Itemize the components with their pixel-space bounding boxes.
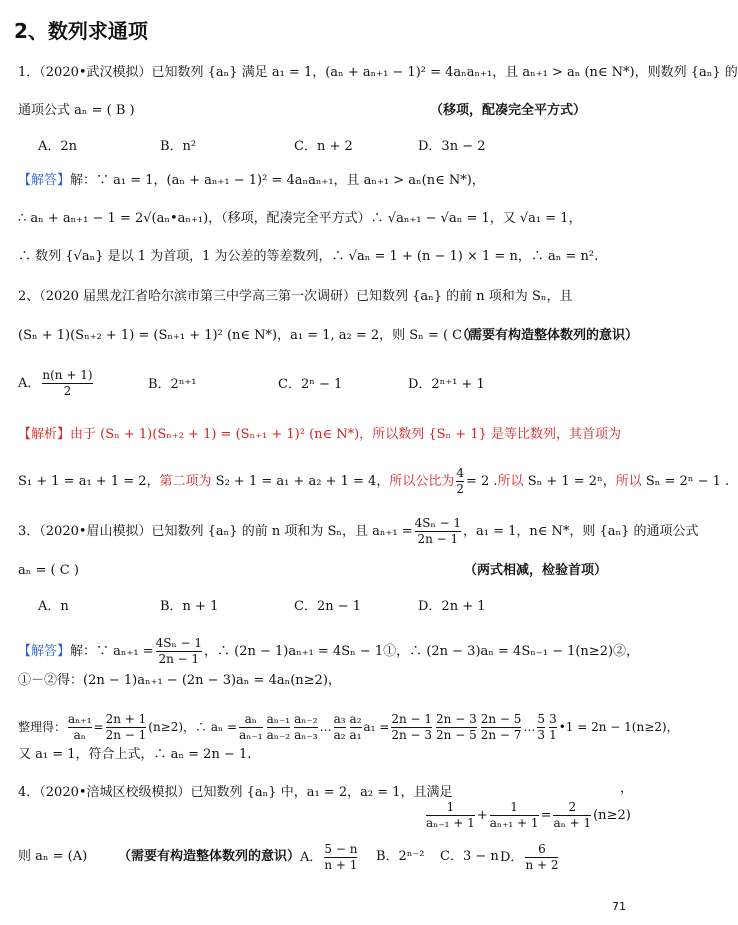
q4-eq-f2-den: aₙ₊₁ + 1 bbox=[489, 816, 539, 830]
q4-stem-comma: ， bbox=[620, 781, 634, 796]
q1-option-a: A．2n bbox=[38, 139, 78, 154]
q1-solution-line2: ∴ aₙ + aₙ₊₁ − 1 = 2√(aₙ•aₙ₊₁)，（移项，配凑完全平方式）∴ √aₙ₊₁ − √aₙ = 1，又 √a₁ = 1， bbox=[18, 211, 582, 226]
q3-sol3-r3 bbox=[294, 712, 318, 743]
q1-stem-line2: 通项公式 aₙ = ( B ) bbox=[18, 103, 135, 118]
q2-sol-ratio-num: 4 bbox=[456, 466, 464, 480]
q3-sol3-p3-den: 2n − 7 bbox=[480, 728, 522, 742]
q3-solution-line4: 又 a₁ = 1，符合上式，∴ aₙ = 2n − 1. bbox=[18, 747, 252, 762]
q4-eq-f3 bbox=[553, 800, 591, 831]
q3-sol3-p5 bbox=[549, 712, 557, 743]
section-heading: 2、数列求通项 bbox=[14, 19, 148, 43]
q3-sol3-tail: •1 = 2n − 1(n≥2)， bbox=[558, 720, 679, 734]
q2-option-a bbox=[18, 368, 95, 399]
q4-eq-f1-num: 1 bbox=[446, 800, 455, 814]
q1-stem-line1: 1．（2020•武汉模拟）已知数列 {aₙ} 满足 a₁ = 1，(aₙ + aₙ₊₁ − 1)² = 4aₙaₙ₊₁，且 aₙ₊₁ > aₙ (n∈ N*)，则数列 {aₙ} 的 bbox=[18, 65, 738, 80]
q3-solution-line3 bbox=[18, 712, 679, 743]
q2-solution-tag: 【解析】 bbox=[18, 427, 71, 442]
q2-sol-so2: 所以 bbox=[615, 474, 642, 489]
q3-sol3-r5-den: a₁ bbox=[349, 728, 362, 742]
q3-stem-a: 3．（2020•眉山模拟）已知数列 {aₙ} 的前 n 项和为 Sₙ，且 aₙ₊₁ = bbox=[18, 524, 413, 539]
q4-option-d-fraction bbox=[525, 842, 558, 873]
q3-sol3-p5-den: 1 bbox=[549, 728, 557, 742]
q4-stem-a: 4．（2020•涪城区校级模拟）已知数列 {aₙ} 中，a₁ = 2，a₂ = 1，且满足 bbox=[18, 785, 453, 800]
q3-sol3-f2-num: 2n + 1 bbox=[105, 712, 147, 726]
q3-sol3-p4 bbox=[537, 712, 545, 743]
q1-option-b: B．n² bbox=[160, 139, 197, 154]
q4-option-d-den: n + 2 bbox=[525, 858, 559, 872]
q2-option-a-fraction bbox=[42, 368, 92, 399]
q4-eq-f1-den: aₙ₋₁ + 1 bbox=[426, 816, 475, 830]
q4-stem-equation bbox=[424, 800, 631, 831]
q4-option-c: C．3 − n bbox=[440, 849, 499, 864]
q2-solution-text1: 由于 (Sₙ + 1)(Sₙ₊₂ + 1) = (Sₙ₊₁ + 1)² (n∈ N*)，所以数列 {Sₙ + 1} 是等比数列，其首项为 bbox=[70, 427, 622, 442]
q3-solution-tag: 【解答】 bbox=[18, 644, 71, 659]
q2-sol-ratio-label: 所以公比为 bbox=[389, 474, 455, 489]
q3-sol3-f1 bbox=[68, 712, 92, 743]
q3-sol3-r3-num: aₙ₋₂ bbox=[294, 712, 318, 726]
q3-sol3-lead: 整理得： bbox=[18, 720, 67, 734]
q3-option-a: A．n bbox=[38, 599, 69, 614]
q4-eq-plus: + bbox=[476, 808, 488, 823]
q1-option-d: D．3n − 2 bbox=[418, 139, 486, 154]
q2-sol-sn: Sₙ = 2ⁿ − 1 . bbox=[641, 474, 730, 489]
q1-option-c: C．n + 2 bbox=[294, 139, 353, 154]
q1-solution-line1 bbox=[18, 172, 485, 190]
q3-hint: （两式相减，检验首项） bbox=[464, 563, 608, 578]
q3-sol-fraction bbox=[156, 636, 202, 667]
q3-sol3-p3-num: 2n − 5 bbox=[480, 712, 522, 726]
q1-solution-tag: 【解答】 bbox=[18, 173, 71, 188]
q3-sol3-r1-den: aₙ₋₁ bbox=[239, 728, 263, 742]
q2-sol-s2: S₂ + 1 = a₁ + a₂ + 1 = 4， bbox=[211, 474, 390, 489]
q4-stem-line2: 则 aₙ = (A) bbox=[18, 849, 88, 864]
q3-stem-num: 4Sₙ − 1 bbox=[414, 516, 461, 530]
q3-stem-line2: aₙ = ( C ) bbox=[18, 563, 79, 578]
q3-sol3-f1-num: aₙ₊₁ bbox=[68, 712, 92, 726]
q2-sol-s1: S₁ + 1 = a₁ + 1 = 2， bbox=[18, 474, 160, 489]
q3-sol3-p1-den: 2n − 3 bbox=[391, 728, 433, 742]
q2-solution-line1 bbox=[18, 426, 621, 444]
q3-sol3-r5-num: a₂ bbox=[349, 712, 362, 726]
q1-solution-line3: ∴ 数列 {√aₙ} 是以 1 为首项，1 为公差的等差数列，∴ √aₙ = 1 + (n − 1) × 1 = n，∴ aₙ = n². bbox=[18, 249, 599, 264]
q2-option-c: C．2ⁿ − 1 bbox=[278, 377, 343, 392]
q2-sol-ratio-value: = 2 . bbox=[465, 474, 498, 489]
q3-sol3-eq: = bbox=[93, 720, 104, 734]
q4-option-a-den: n + 1 bbox=[324, 858, 358, 872]
q3-stem-den: 2n − 1 bbox=[415, 531, 461, 547]
q3-sol3-p5-num: 3 bbox=[549, 712, 557, 726]
q3-option-c: C．2n − 1 bbox=[294, 599, 362, 614]
q3-sol3-r3-den: aₙ₋₃ bbox=[294, 728, 318, 742]
q2-sol-ratio-fraction bbox=[456, 466, 464, 497]
q3-stem-line1 bbox=[18, 516, 699, 547]
q4-eq-f2 bbox=[490, 800, 539, 831]
q2-solution-line2 bbox=[18, 466, 729, 497]
q2-option-a-label: A． bbox=[18, 376, 41, 391]
q3-sol3-f2 bbox=[106, 712, 147, 743]
q2-stem-line1: 2、（2020 届黑龙江省哈尔滨市第三中学高三第一次调研）已知数列 {aₙ} 的前 n 项和为 Sₙ，且 bbox=[18, 289, 573, 304]
q2-sol-so1: 所以 bbox=[497, 474, 524, 489]
q2-stem-line2: (Sₙ + 1)(Sₙ₊₂ + 1) = (Sₙ₊₁ + 1)² (n∈ N*)，a₁ = 1, a₂ = 2，则 Sₙ = ( C ) bbox=[18, 328, 472, 343]
q3-sol3-r2 bbox=[267, 712, 291, 743]
q2-sol-sn1: Sₙ + 1 = 2ⁿ， bbox=[523, 474, 616, 489]
q3-sol3-r4 bbox=[334, 712, 346, 743]
q2-sol-ratio-den: 2 bbox=[456, 482, 464, 496]
q3-sol3-p1-num: 2n − 1 bbox=[391, 712, 433, 726]
q3-stem-b: ，a₁ = 1，n∈ N*，则 {aₙ} 的通项公式 bbox=[462, 524, 699, 539]
q3-sol3-a1: a₁ = bbox=[363, 720, 390, 734]
q4-option-a bbox=[300, 842, 359, 873]
q3-stem-fraction bbox=[415, 516, 461, 547]
q3-sol3-p4-num: 5 bbox=[537, 712, 546, 726]
q3-sol3-p2-den: 2n − 5 bbox=[436, 728, 477, 742]
q3-sol3-f2-den: 2n − 1 bbox=[105, 728, 147, 742]
q3-sol-den: 2n − 1 bbox=[156, 651, 202, 667]
q3-option-b: B．n + 1 bbox=[160, 599, 219, 614]
q4-option-d-label: D． bbox=[500, 850, 524, 865]
q4-eq-f3-num: 2 bbox=[568, 800, 577, 814]
q4-option-a-fraction bbox=[324, 842, 357, 873]
q2-option-b: B．2ⁿ⁺¹ bbox=[148, 377, 197, 392]
q2-option-d: D．2ⁿ⁺¹ + 1 bbox=[408, 377, 485, 392]
q3-sol3-dots: … bbox=[319, 720, 332, 734]
q3-option-d: D．2n + 1 bbox=[418, 599, 486, 614]
q1-solution-text1: 解：∵ a₁ = 1，(aₙ + aₙ₊₁ − 1)² = 4aₙaₙ₊₁，且 aₙ₊₁ > aₙ(n∈ N*)， bbox=[70, 173, 485, 188]
q3-sol-num: 4Sₙ − 1 bbox=[155, 636, 202, 650]
q4-option-a-num: 5 − n bbox=[324, 842, 358, 856]
q4-eq-f3-den: aₙ + 1 bbox=[553, 816, 592, 830]
q3-solution-line2: ①－②得：(2n − 1)aₙ₊₁ − (2n − 3)aₙ = 4aₙ(n≥2)， bbox=[18, 673, 341, 688]
q4-stem-line1 bbox=[18, 784, 453, 802]
q3-sol3-r4-den: a₂ bbox=[333, 728, 346, 742]
q3-sol3-p2-num: 2n − 3 bbox=[436, 712, 477, 726]
page-number: 71 bbox=[612, 900, 626, 913]
q3-sol-b: ，∴ (2n − 1)aₙ₊₁ = 4Sₙ − 1①，∴ (2n − 3)aₙ = 4Sₙ₋₁ − 1(n≥2)②， bbox=[204, 644, 640, 659]
q3-sol3-r2-den: aₙ₋₂ bbox=[266, 728, 291, 742]
q3-sol3-dots2: … bbox=[523, 720, 536, 734]
q4-eq-f1 bbox=[426, 800, 475, 831]
q3-sol3-f1-den: aₙ bbox=[68, 727, 92, 743]
q3-sol3-p2 bbox=[436, 712, 477, 743]
q4-option-a-label: A． bbox=[300, 850, 323, 865]
q3-sol3-mid: (n≥2)，∴ aₙ = bbox=[148, 720, 238, 734]
q4-hint: （需要有构造整体数列的意识） bbox=[118, 849, 301, 864]
q2-option-a-den: 2 bbox=[42, 383, 92, 399]
q3-sol-a: 解：∵ aₙ₊₁ = bbox=[70, 644, 154, 659]
q3-sol3-r1-num: aₙ bbox=[244, 712, 257, 726]
q2-option-a-num: n(n + 1) bbox=[42, 368, 93, 382]
q4-option-b: B．2ⁿ⁻² bbox=[376, 849, 425, 864]
q1-hint: （移项，配凑完全平方式） bbox=[430, 103, 587, 118]
q4-eq-cond: (n≥2) bbox=[593, 808, 631, 823]
q4-option-d-num: 6 bbox=[538, 842, 546, 856]
q4-eq-equals: = bbox=[540, 808, 552, 823]
q3-sol3-p3 bbox=[481, 712, 522, 743]
q3-sol3-r4-num: a₃ bbox=[333, 712, 346, 726]
q2-sol-second-term: 第二项为 bbox=[159, 474, 212, 489]
q3-solution-line1 bbox=[18, 636, 639, 667]
q4-option-d bbox=[500, 842, 560, 873]
q3-sol3-r1 bbox=[239, 712, 263, 743]
q3-sol3-p4-den: 3 bbox=[537, 728, 546, 742]
q3-sol3-r5 bbox=[350, 712, 362, 743]
q4-eq-f2-num: 1 bbox=[510, 800, 518, 814]
q3-sol3-p1 bbox=[391, 712, 432, 743]
q2-hint: （需要有构造整体数列的意识） bbox=[456, 328, 639, 343]
q3-sol3-r2-num: aₙ₋₁ bbox=[266, 712, 291, 726]
